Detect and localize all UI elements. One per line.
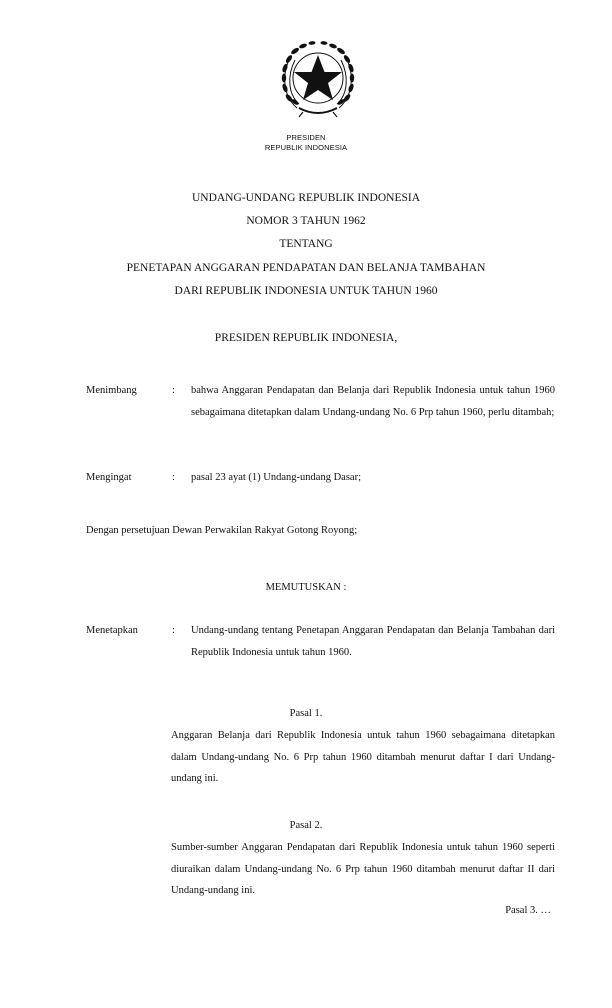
mengingat-text: pasal 23 ayat (1) Undang-undang Dasar; <box>191 472 361 483</box>
menetapkan-colon: : <box>172 625 175 636</box>
mengingat-colon: : <box>172 472 175 483</box>
president-heading: PRESIDEN REPUBLIK INDONESIA, <box>214 332 398 344</box>
pasal-1-text: Anggaran Belanja dari Republik Indonesia untuk tahun 1960 sebagaimana ditetapkan dalam Undang-undang No. 6 Prp tahun 1960 ditambah menurut daftar I dari Undang-undang ini. <box>171 730 555 785</box>
title-line-3: TENTANG <box>279 238 333 250</box>
pasal-2-text: Sumber-sumber Anggaran Pendapatan dari Republik Indonesia untuk tahun 1960 seperti diuraikan dalam Undang-undang No. 6 Prp tahun 1960 ditambah menurut daftar II dari Undang-undang ini. <box>171 842 555 897</box>
pasal-1-title: Pasal 1. <box>289 708 323 719</box>
menetapkan-label: Menetapkan <box>86 625 138 636</box>
memutuskan-heading: MEMUTUSKAN : <box>265 582 347 593</box>
menimbang-label: Menimbang <box>86 385 137 396</box>
title-line-2: NOMOR 3 TAHUN 1962 <box>246 215 366 227</box>
menimbang-colon: : <box>172 385 175 396</box>
title-line-1: UNDANG-UNDANG REPUBLIK INDONESIA <box>191 192 421 204</box>
emblem-caption-line2: REPUBLIK INDONESIA <box>264 143 348 152</box>
garuda-star-emblem-icon <box>277 38 359 120</box>
next-page-indicator: Pasal 3. … <box>505 905 551 916</box>
menetapkan-text: Undang-undang tentang Penetapan Anggaran Pendapatan dan Belanja Tambahan dari Republik Indonesia untuk tahun 1960. <box>191 625 555 658</box>
pasal-2-title: Pasal 2. <box>289 820 323 831</box>
title-line-5: DARI REPUBLIK INDONESIA UNTUK TAHUN 1960 <box>174 285 438 297</box>
menimbang-text: bahwa Anggaran Pendapatan dan Belanja dari Republik Indonesia untuk tahun 1960 sebagaimana ditetapkan dalam Undang-undang No. 6 Prp tahun 1960, perlu ditambah; <box>191 385 555 418</box>
approval-statement: Dengan persetujuan Dewan Perwakilan Rakyat Gotong Royong; <box>86 525 358 536</box>
emblem-caption-line1: PRESIDEN <box>286 133 326 142</box>
title-line-4: PENETAPAN ANGGARAN PENDAPATAN DAN BELANJA TAMBAHAN <box>126 262 486 274</box>
mengingat-label: Mengingat <box>86 472 132 483</box>
